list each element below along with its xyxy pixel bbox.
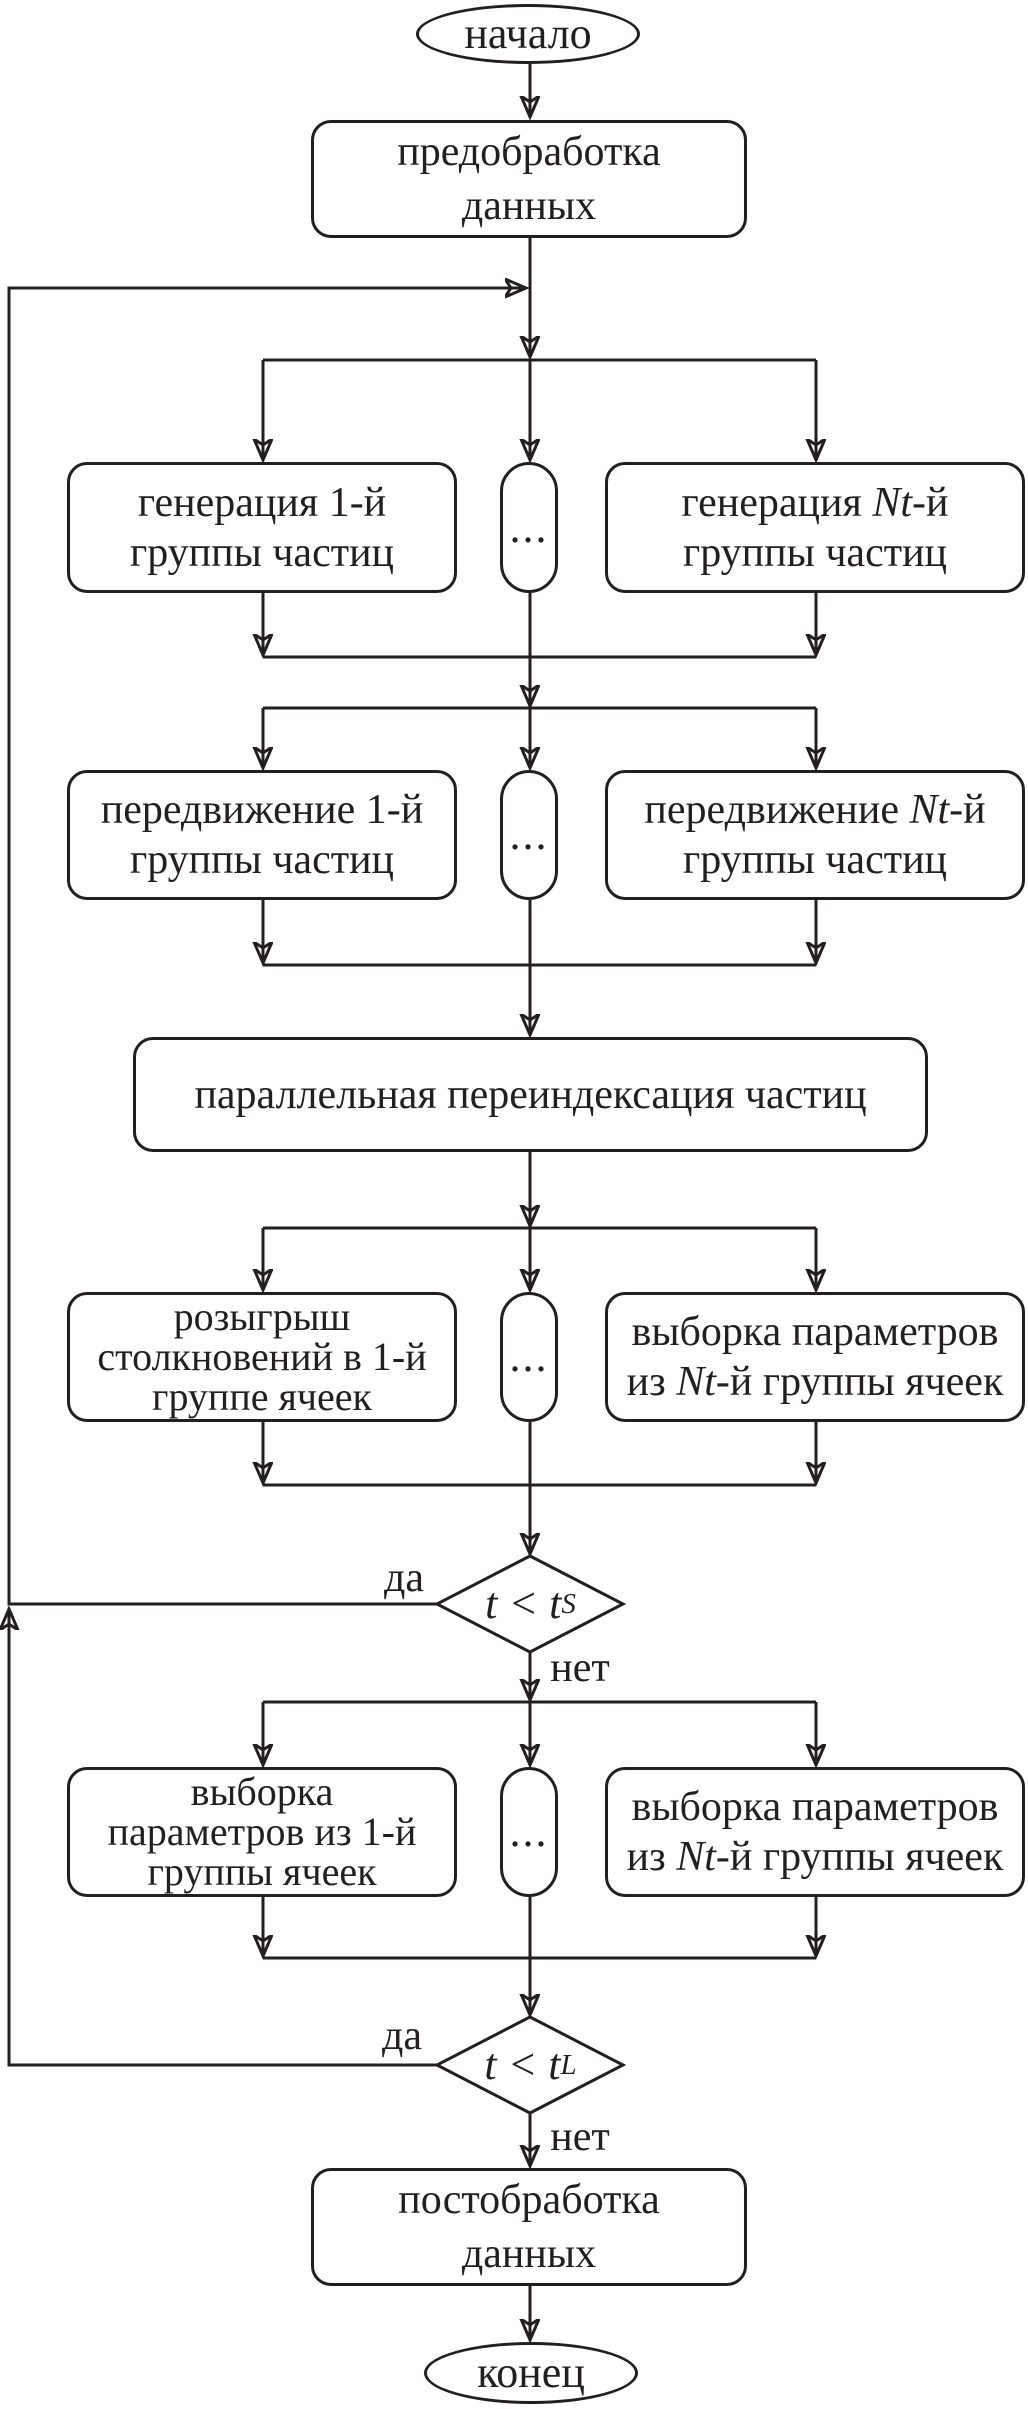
process-collision-dots	[500, 1292, 558, 1422]
box-label-line: столкновений в 1-й	[97, 1334, 427, 1379]
process-sampling-dots	[500, 1767, 558, 1897]
variable-nt: Nt	[676, 1359, 716, 1405]
decision-tl-label: t < t L	[484, 2040, 577, 2089]
box-label-line: группы частиц	[682, 529, 948, 576]
variable-nt: Nt	[872, 479, 913, 526]
decision-ts-label: t < t S	[485, 1579, 576, 1628]
box-label-line: выборка параметров	[631, 1784, 999, 1830]
process-generation-nt	[605, 462, 1025, 593]
box-label-line: из Nt-й группы ячеек	[626, 1834, 1004, 1880]
process-movement-1	[67, 770, 457, 900]
branch-label-ts-no: нет	[550, 1645, 610, 1691]
process-generation-dots	[500, 462, 558, 593]
process-postprocess	[311, 2168, 747, 2286]
process-movement-nt	[605, 770, 1025, 900]
box-label-line: генерация Nt-й	[681, 479, 949, 526]
terminator-end-label: конец	[477, 2348, 585, 2397]
ellipsis-label: ...	[509, 1332, 549, 1381]
box-label-line: из Nt-й группы ячеек	[626, 1359, 1004, 1405]
variable-nt: Nt	[909, 787, 950, 833]
less-than-sign: <	[507, 2040, 538, 2089]
terminator-end	[424, 2342, 638, 2404]
process-reindex	[133, 1037, 928, 1152]
process-generation-1	[67, 462, 457, 593]
less-than-sign: <	[508, 1579, 539, 1628]
box-label-line: данных	[461, 2231, 597, 2277]
box-label-line: розыгрыш	[173, 1294, 351, 1339]
terminator-start-label: начало	[464, 9, 592, 58]
branch-label-tl-yes: да	[381, 2013, 422, 2059]
process-sampling-nt	[605, 1767, 1025, 1897]
process-movement-dots	[500, 770, 558, 900]
box-label-line: группы ячеек	[147, 1849, 377, 1894]
ellipsis-label: ...	[509, 810, 549, 859]
box-label-line: группе ячеек	[152, 1374, 372, 1419]
terminator-start	[416, 4, 640, 64]
box-label-line: параллельная переиндексация частиц	[194, 1071, 867, 1118]
box-label-line: параметров из 1-й	[107, 1809, 417, 1854]
process-collision-nt	[605, 1292, 1025, 1422]
branch-label-tl-no: нет	[550, 2114, 610, 2160]
box-label-line: генерация 1-й	[137, 479, 387, 526]
process-collision-1	[67, 1292, 457, 1422]
branch-label-ts-yes: да	[383, 1555, 424, 1601]
variable-nt: Nt	[676, 1834, 716, 1880]
box-label-line: данных	[461, 183, 597, 229]
process-sampling-1	[67, 1767, 457, 1897]
box-label-line: выборка	[190, 1769, 334, 1814]
process-preprocess	[311, 120, 747, 238]
ellipsis-label: ...	[509, 502, 549, 552]
ellipsis-label: ...	[509, 1807, 549, 1856]
box-label-line: группы частиц	[129, 837, 395, 883]
box-label-line: постобработка	[398, 2177, 660, 2223]
box-label-line: группы частиц	[682, 837, 948, 883]
box-label-line: предобработка	[397, 129, 661, 175]
box-label-line: передвижение 1-й	[100, 787, 424, 833]
box-label-line: группы частиц	[129, 529, 395, 576]
box-label-line: передвижение Nt-й	[644, 787, 986, 833]
box-label-line: выборка параметров	[631, 1309, 999, 1355]
